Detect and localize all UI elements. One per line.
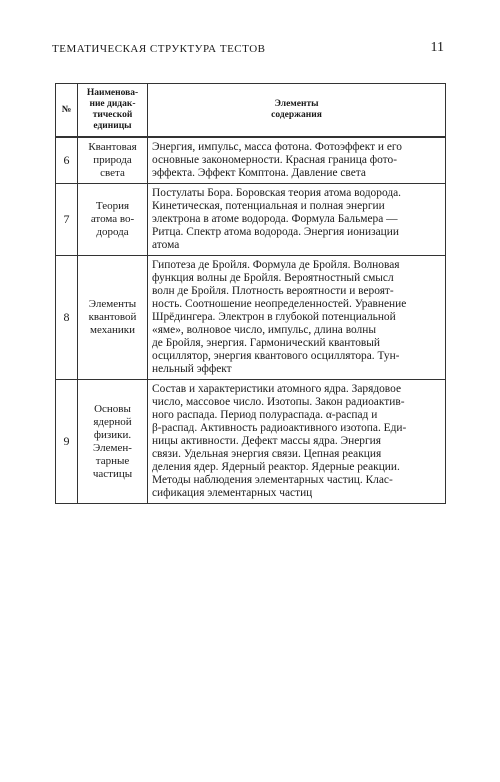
column-header-unit-line: единицы — [93, 121, 132, 131]
unit-line: Элемен- — [93, 441, 132, 454]
content-line: основные закономерности. Красная граница фото- — [152, 154, 397, 166]
unit-line: физики. — [93, 428, 132, 441]
table-row — [56, 256, 446, 380]
row-number: 9 — [56, 380, 78, 504]
content-line: сификация элементарных частиц — [152, 487, 313, 499]
column-header-unit-line: тической — [92, 110, 133, 120]
unit-line: Основы — [94, 402, 131, 415]
content-line: ность. Соотношение неопределенностей. Уравнение — [152, 298, 407, 310]
row-number: 7 — [56, 184, 78, 256]
content-line: осциллятор, энергия квантового осциллятора. Тун- — [152, 350, 400, 362]
row-number: 6 — [56, 137, 78, 184]
content-elements — [148, 380, 446, 504]
content-line: волн де Бройля. Плотность вероятности и вероят- — [152, 285, 394, 297]
didactic-unit — [78, 380, 148, 504]
column-header-content-line: содержания — [271, 110, 322, 120]
table-header-row — [56, 84, 446, 138]
content-line: Постулаты Бора. Боровская теория атома водорода. — [152, 187, 402, 199]
column-header-content — [148, 84, 446, 138]
running-title: ТЕМАТИЧЕСКАЯ СТРУКТУРА ТЕСТОВ — [52, 43, 266, 55]
content-line: эффекта. Эффект Комптона. Давление света — [152, 167, 366, 179]
content-line: Кинетическая, потенциальная и полная энергии — [152, 200, 385, 212]
didactic-unit — [78, 256, 148, 380]
content-elements — [148, 137, 446, 184]
unit-line: света — [100, 167, 125, 179]
content-line: деления ядер. Ядерный реактор. Ядерные реакции. — [152, 461, 400, 473]
content-line: «яме», волновое число, импульс, длина волны — [152, 324, 376, 336]
didactic-unit — [78, 184, 148, 256]
column-header-unit — [78, 84, 148, 138]
content-line: Шрёдингера. Электрон в глубокой потенциальной — [152, 311, 396, 323]
thematic-structure-table — [55, 83, 446, 504]
content-line: Энергия, импульс, масса фотона. Фотоэффект и его — [152, 141, 402, 153]
unit-line: квантовой — [88, 311, 137, 323]
column-header-number: № — [56, 84, 78, 138]
content-line: число, массовое число. Изотопы. Закон радиоактив- — [152, 396, 405, 408]
unit-line: Квантовая — [88, 141, 137, 153]
column-header-unit-line: ние дидак- — [89, 99, 136, 109]
content-line: функция волны де Бройля. Вероятностный смысл — [152, 272, 394, 284]
unit-line: ядерной — [93, 415, 132, 428]
content-line: ницы активности. Дефект массы ядра. Энергия — [152, 435, 381, 447]
content-line: Состав и характеристики атомного ядра. Зарядовое — [152, 383, 401, 395]
content-line: электрона в атоме водорода. Формула Бальмера — — [152, 213, 398, 225]
unit-line: Элементы — [88, 298, 137, 310]
content-line: связи. Удельная энергия связи. Цепная реакция — [152, 448, 382, 460]
content-line: атома — [152, 239, 180, 251]
unit-line: механики — [90, 324, 135, 336]
unit-line: дорода — [96, 226, 129, 238]
didactic-unit — [78, 137, 148, 184]
unit-line: тарные — [95, 454, 130, 467]
table-row — [56, 184, 446, 256]
content-line: Методы наблюдения элементарных частиц. Клас- — [152, 474, 393, 486]
column-header-unit-line: Наименова- — [86, 88, 139, 98]
row-number: 8 — [56, 256, 78, 380]
page-number: 11 — [430, 40, 444, 55]
table-row — [56, 137, 446, 184]
unit-line: природа — [93, 154, 132, 166]
unit-line: Теория — [95, 200, 130, 212]
content-elements — [148, 256, 446, 380]
content-line: нельный эффект — [152, 363, 232, 375]
content-line: де Бройля, энергия. Гармонический квантовый — [152, 337, 381, 349]
column-header-content-line: Элементы — [274, 99, 319, 109]
content-line: Ритца. Спектр атома водорода. Энергия ионизации — [152, 226, 399, 238]
unit-line: частицы — [92, 467, 133, 480]
unit-line: атома во- — [90, 213, 135, 225]
table-row — [56, 380, 446, 504]
content-elements — [148, 184, 446, 256]
content-line: β-распад. Активность радиоактивного изотопа. Еди- — [152, 422, 407, 434]
content-line: Гипотеза де Бройля. Формула де Бройля. Волновая — [152, 259, 400, 271]
content-line: ного распада. Период полураспада. α-распад и — [152, 409, 378, 421]
